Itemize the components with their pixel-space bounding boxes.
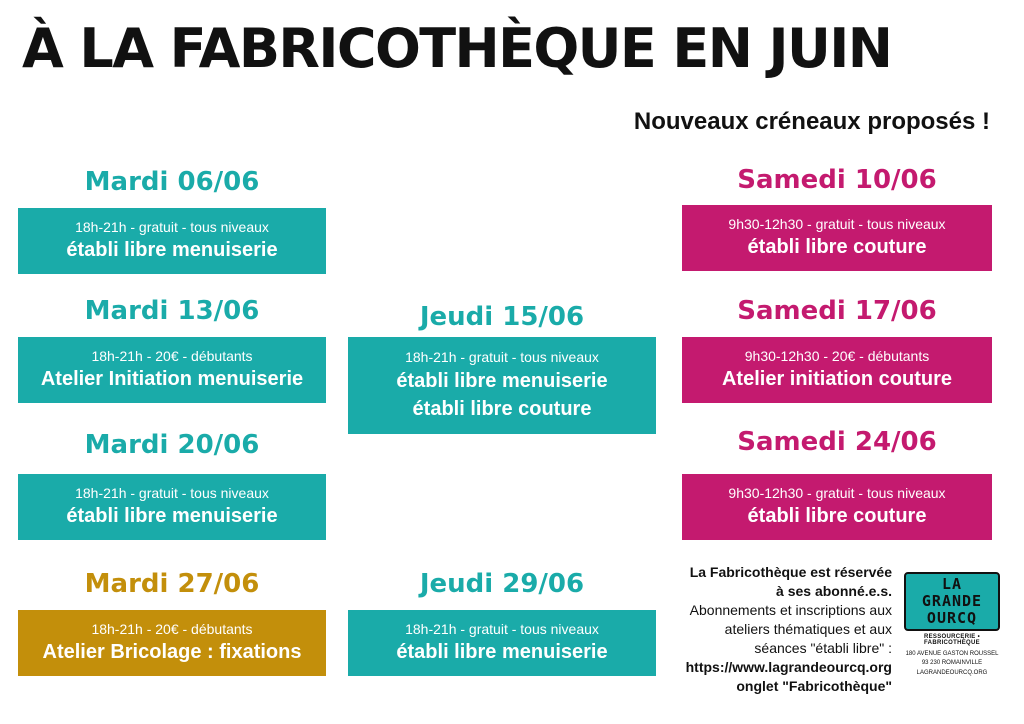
event-info: 18h-21h - gratuit - tous niveaux	[405, 620, 599, 637]
note-line: à ses abonné.e.s.	[776, 583, 892, 599]
day-heading: Mardi 20/06	[84, 430, 260, 460]
event-card	[18, 337, 326, 403]
event-info: 18h-21h - 20€ - débutants	[91, 347, 253, 364]
event-info: 9h30-12h30 - gratuit - tous niveaux	[728, 484, 946, 501]
website-link[interactable]: https://www.lagrandeourcq.org	[685, 659, 892, 675]
la-grande-ourcq-logo	[902, 572, 1002, 696]
event-card	[682, 337, 992, 403]
note-line: Abonnements et inscriptions aux	[689, 602, 892, 618]
note-line: séances "établi libre" :	[754, 640, 892, 656]
event-info: 18h-21h - gratuit - tous niveaux	[405, 349, 599, 366]
logo-text: LA	[941, 575, 963, 593]
logo-website: LAGRANDEOURCQ.ORG	[916, 670, 988, 676]
event-activity: établi libre menuiserie	[396, 641, 608, 664]
logo-address: 180 AVENUE GASTON ROUSSEL	[905, 651, 999, 657]
event-activity: Atelier Bricolage : fixations	[42, 641, 302, 664]
event-activity: établi libre couture	[412, 397, 592, 420]
event-card	[348, 610, 656, 676]
note-line: ateliers thématiques et aux	[724, 621, 892, 637]
event-activity: établi libre menuiserie	[66, 505, 278, 528]
day-heading: Samedi 24/06	[737, 427, 937, 457]
page-title: À LA FABRICOTHÈQUE EN JUIN	[22, 17, 892, 80]
day-heading: Mardi 06/06	[84, 167, 260, 197]
event-card	[682, 205, 992, 271]
day-heading: Samedi 10/06	[737, 165, 937, 195]
logo-address: 93 230 ROMAINVILLE	[921, 660, 983, 666]
day-heading: Jeudi 29/06	[419, 569, 585, 599]
logo-text: GRANDE	[921, 592, 983, 610]
logo-mark	[904, 572, 1000, 631]
logo-tagline: RESSOURCERIE • FABRICOTHÈQUE	[924, 634, 980, 646]
event-activity: Atelier initiation couture	[721, 368, 953, 391]
event-card	[18, 610, 326, 676]
event-activity: Atelier Initiation menuiserie	[40, 368, 304, 391]
event-info: 9h30-12h30 - gratuit - tous niveaux	[728, 215, 946, 232]
event-info: 18h-21h - 20€ - débutants	[91, 620, 253, 637]
event-card	[18, 474, 326, 540]
event-info: 9h30-12h30 - 20€ - débutants	[744, 347, 930, 364]
note-line: onglet "Fabricothèque"	[736, 678, 892, 694]
logo-text: OURCQ	[926, 609, 978, 627]
event-info: 18h-21h - gratuit - tous niveaux	[75, 218, 269, 235]
event-card	[348, 337, 656, 434]
event-activity: établi libre couture	[747, 236, 927, 259]
day-heading: Samedi 17/06	[737, 296, 937, 326]
page-subtitle: Nouveaux créneaux proposés !	[633, 108, 990, 135]
event-activity: établi libre menuiserie	[396, 369, 608, 392]
event-info: 18h-21h - gratuit - tous niveaux	[75, 484, 269, 501]
day-heading: Jeudi 15/06	[419, 302, 585, 332]
event-activity: établi libre menuiserie	[66, 239, 278, 262]
event-activity: établi libre couture	[747, 505, 927, 528]
day-heading: Mardi 13/06	[84, 296, 260, 326]
info-note	[662, 563, 892, 696]
note-line: La Fabricothèque est réservée	[689, 564, 892, 580]
day-heading: Mardi 27/06	[84, 569, 260, 599]
event-card	[682, 474, 992, 540]
event-card	[18, 208, 326, 274]
